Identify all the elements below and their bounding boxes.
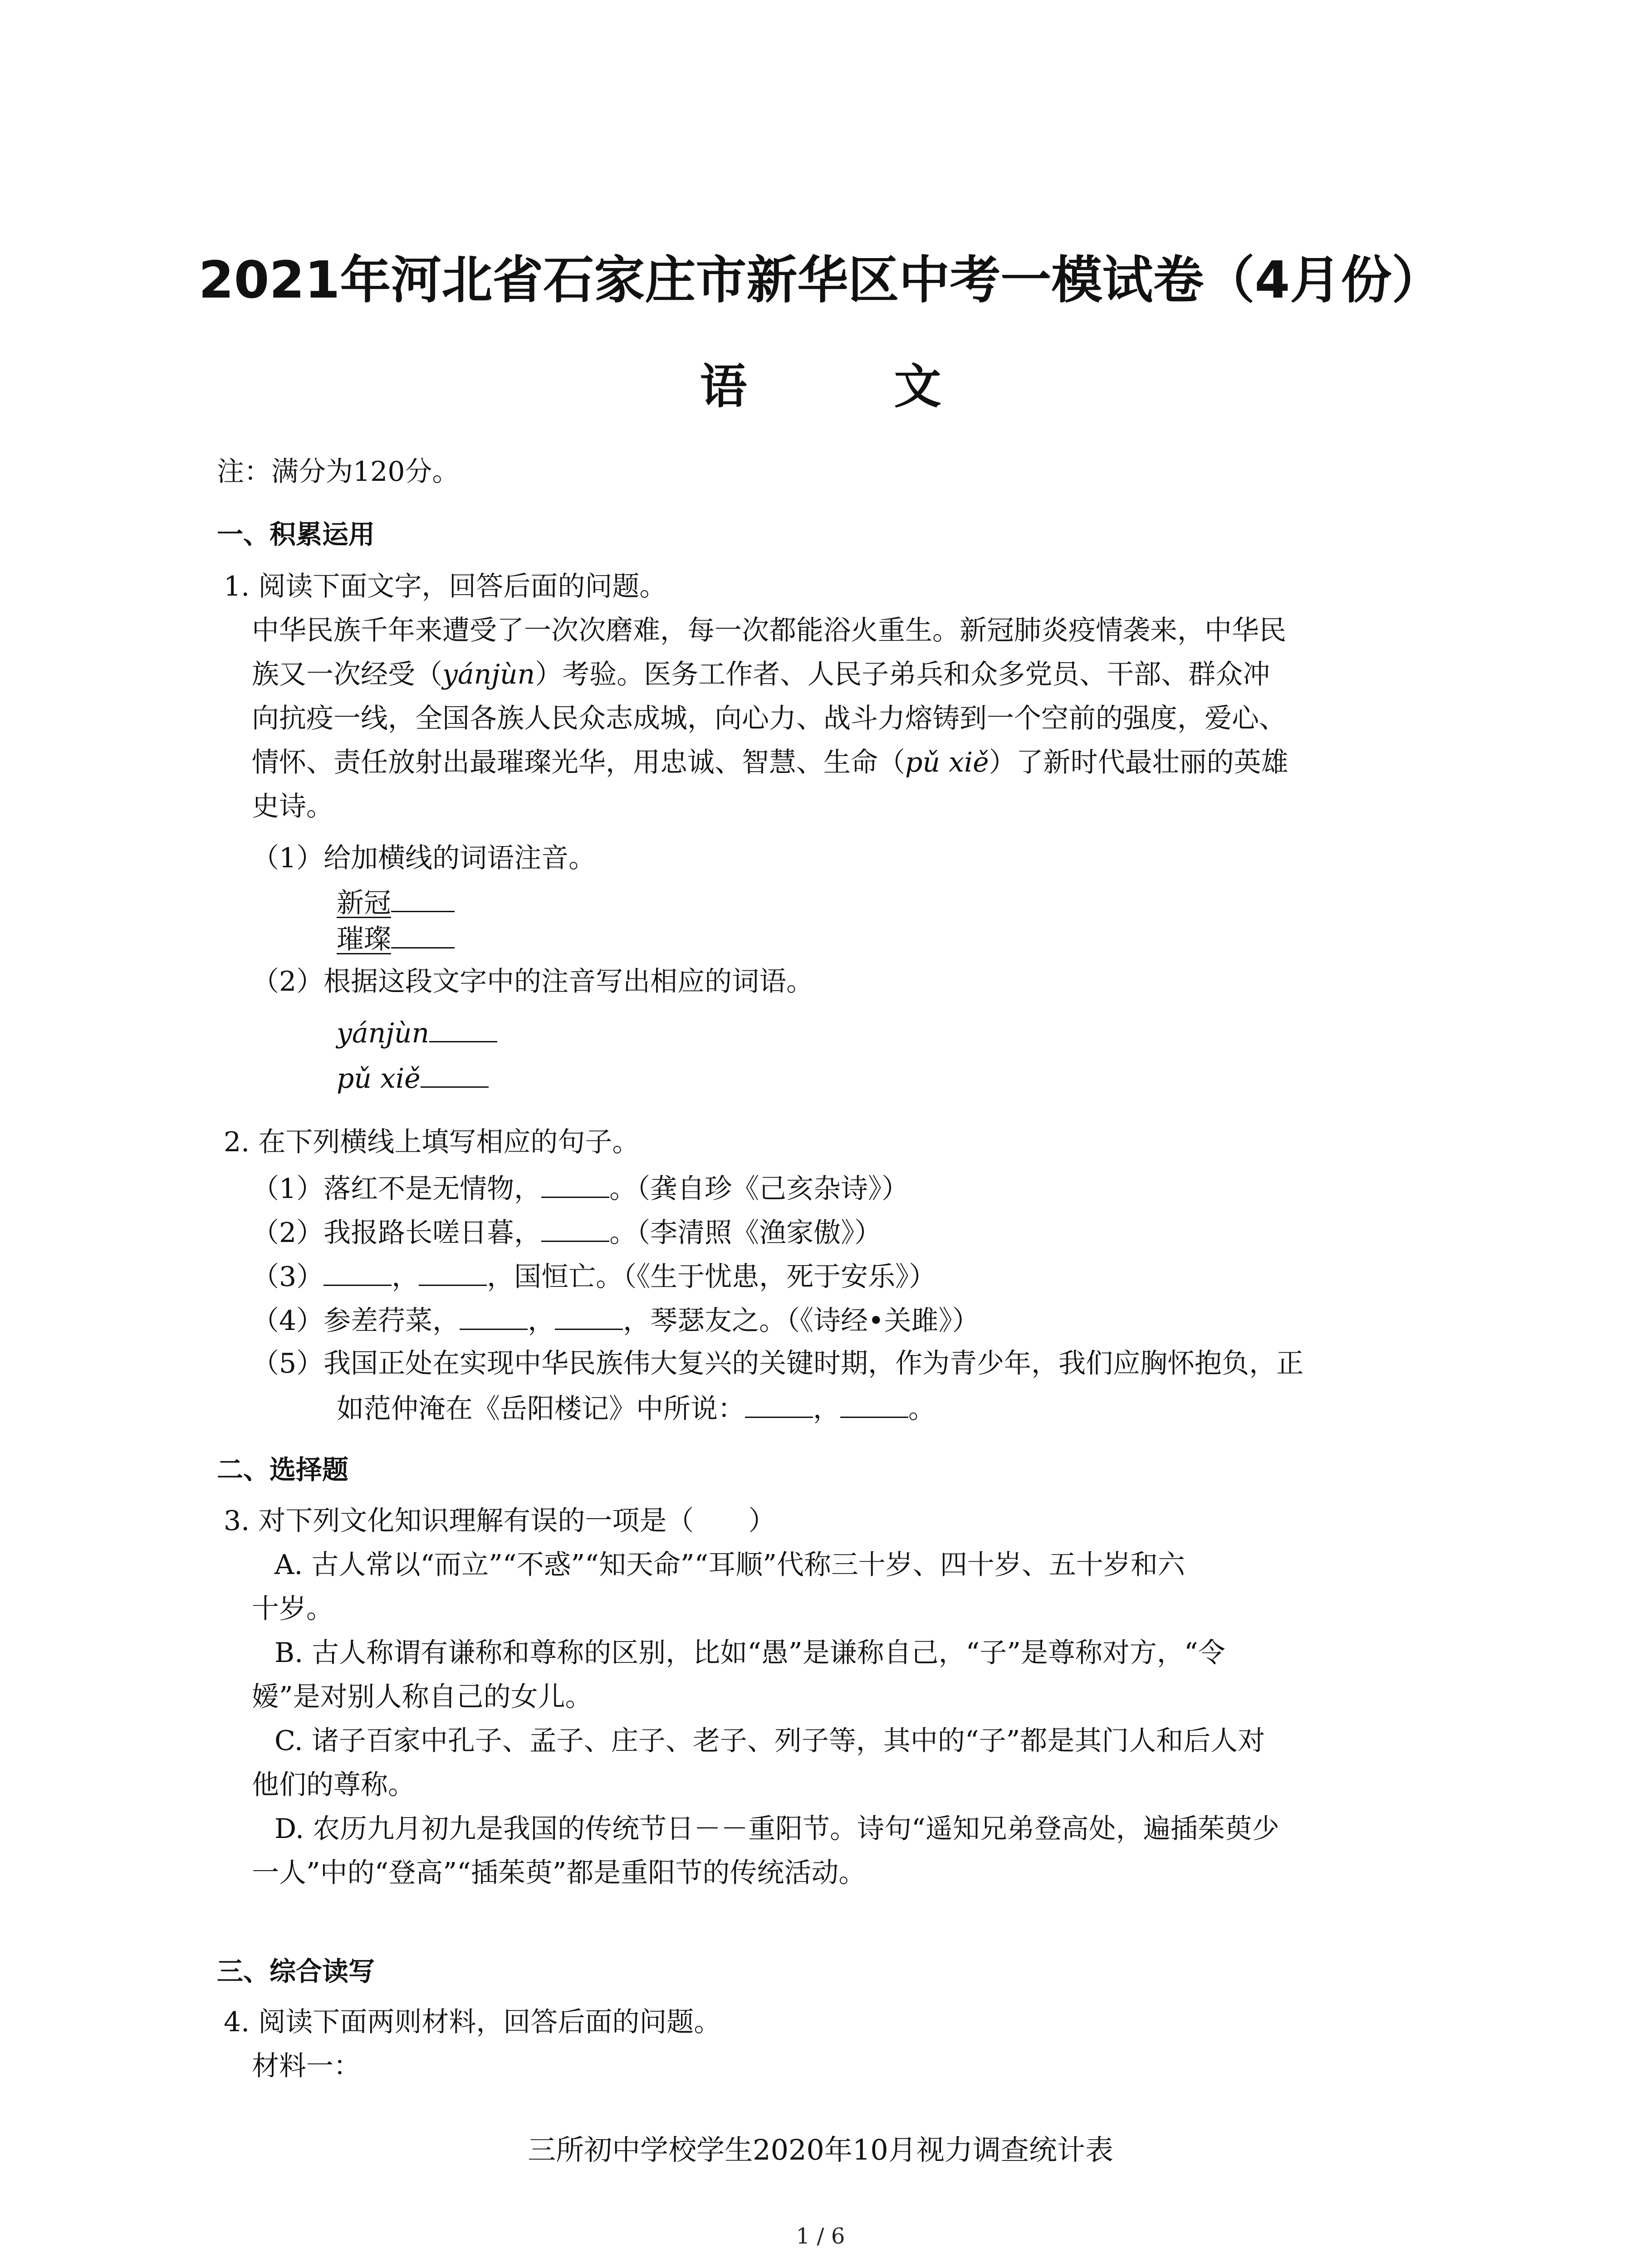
section-heading-2: 二、选择题	[217, 1454, 349, 1485]
item-text: ，国恒亡。（《生于忧患，死于安乐》）	[487, 1261, 936, 1293]
answer-blank[interactable]	[429, 1014, 497, 1042]
pinyin-puxie: pǔ xiě	[905, 747, 989, 778]
answer-blank[interactable]	[391, 920, 455, 948]
pinyin-puxie-label: pǔ xiě	[337, 1063, 421, 1095]
answer-blank[interactable]	[323, 1257, 392, 1286]
q1-stem: 1. 阅读下面文字，回答后面的问题。	[224, 571, 667, 602]
underlined-word: 璀璨	[337, 924, 391, 955]
q1-sub1-item-b	[337, 920, 455, 958]
subject-title: 语 文	[700, 359, 991, 414]
answer-blank[interactable]	[421, 1059, 489, 1088]
q3-option-c-line-2: 他们的尊称。	[252, 1769, 415, 1801]
q2-item-5-line-1: （5）我国正处在实现中华民族伟大复兴的关键时期，作为青少年，我们应胸怀抱负，正	[252, 1348, 1304, 1379]
q2-item-5-line-2	[337, 1389, 936, 1427]
q2-stem: 2. 在下列横线上填写相应的句子。	[224, 1126, 640, 1158]
item-text: （2）我报路长嗟日暮，	[252, 1217, 542, 1249]
answer-blank[interactable]	[391, 884, 455, 912]
score-note: 注：满分为120分。	[217, 456, 460, 488]
q1-sub2-item-b	[337, 1059, 489, 1097]
q2-item-4	[252, 1301, 980, 1339]
q1-passage-line-3: 向抗疫一线，全国各族人民众志成城，向心力、战斗力熔铸到一个空前的强度，爱心、	[252, 703, 1286, 734]
q4-material-label: 材料一：	[252, 2050, 361, 2082]
q3-option-a-line-2: 十岁。	[252, 1593, 333, 1625]
item-text: 如范仲淹在《岳阳楼记》中所说：	[337, 1393, 745, 1425]
item-text: ，	[813, 1393, 840, 1425]
q3-option-b-line-1[interactable]: B. 古人称谓有谦称和尊称的区别，比如“愚”是谦称自己，“子”是尊称对方，“令	[274, 1637, 1225, 1669]
q3-option-d-line-1[interactable]: D. 农历九月初九是我国的传统节日－－重阳节。诗句“遥知兄弟登高处，遍插茱萸少	[274, 1813, 1279, 1845]
q1-passage-line-2	[252, 656, 1270, 693]
passage-text: 族又一次经受（	[252, 659, 442, 690]
answer-blank[interactable]	[541, 1213, 609, 1242]
q1-passage-line-5: 史诗。	[252, 791, 333, 822]
underlined-word: 新冠	[337, 887, 391, 919]
passage-text: 情怀、责任放射出最璀璨光华，用忠诚、智慧、生命（	[252, 747, 905, 778]
q3-option-d-line-2: 一人”中的“登高”“插茱萸”都是重阳节的传统活动。	[252, 1857, 866, 1889]
q1-sub1: （1）给加横线的词语注音。	[252, 842, 596, 874]
answer-blank[interactable]	[541, 1169, 609, 1198]
q2-item-1	[252, 1169, 909, 1207]
answer-blank[interactable]	[840, 1389, 908, 1418]
page-title: 2021年河北省石家庄市新华区中考一模试卷（4月份）	[198, 251, 1443, 310]
page-number: 1 / 6	[796, 2224, 845, 2249]
q1-sub2-item-a	[337, 1014, 497, 1051]
item-text: （1）落红不是无情物，	[252, 1173, 542, 1205]
answer-blank[interactable]	[419, 1257, 487, 1286]
item-text: ，琴瑟友之。（《诗经•关雎》）	[623, 1305, 980, 1337]
q2-item-3	[252, 1257, 936, 1295]
pinyin-yanjun: yánjùn	[442, 659, 535, 690]
section-heading-3: 三、综合读写	[217, 1956, 375, 1987]
q3-option-a-line-1[interactable]: A. 古人常以“而立”“不惑”“知天命”“耳顺”代称三十岁、四十岁、五十岁和六	[274, 1549, 1185, 1581]
q3-option-c-line-1[interactable]: C. 诸子百家中孔子、孟子、庄子、老子、列子等，其中的“子”都是其门人和后人对	[274, 1725, 1265, 1757]
answer-blank[interactable]	[555, 1301, 623, 1330]
q4-stem: 4. 阅读下面两则材料，回答后面的问题。	[224, 2006, 721, 2038]
item-text: 。	[908, 1393, 936, 1425]
item-text: 。（龚自珍《己亥杂诗》）	[609, 1173, 909, 1205]
item-text: 。（李清照《渔家傲》）	[609, 1217, 882, 1249]
section-heading-1: 一、积累运用	[217, 519, 375, 550]
q3-stem: 3. 对下列文化知识理解有误的一项是（ ）	[224, 1505, 776, 1537]
table-caption: 三所初中学校学生2020年10月视力调查统计表	[528, 2133, 1113, 2166]
answer-blank[interactable]	[460, 1301, 528, 1330]
answer-blank[interactable]	[745, 1389, 813, 1418]
item-text: （4）参差荇菜，	[252, 1305, 460, 1337]
q1-passage-line-1: 中华民族千年来遭受了一次次磨难，每一次都能浴火重生。新冠肺炎疫情袭来，中华民	[252, 615, 1286, 646]
q3-option-b-line-2: 嫒”是对别人称自己的女儿。	[252, 1681, 593, 1713]
q1-sub2: （2）根据这段文字中的注音写出相应的词语。	[252, 966, 814, 997]
q2-item-2	[252, 1213, 882, 1251]
item-text: ，	[392, 1261, 419, 1293]
passage-text: ）了新时代最壮丽的英雄	[989, 747, 1288, 778]
item-text: ，	[528, 1305, 555, 1337]
q1-sub1-item-a	[337, 884, 455, 921]
pinyin-yanjun-label: yánjùn	[337, 1017, 430, 1049]
q1-passage-line-4	[252, 744, 1288, 781]
item-text: （3）	[252, 1261, 324, 1293]
passage-text: ）考验。医务工作者、人民子弟兵和众多党员、干部、群众冲	[535, 659, 1270, 690]
